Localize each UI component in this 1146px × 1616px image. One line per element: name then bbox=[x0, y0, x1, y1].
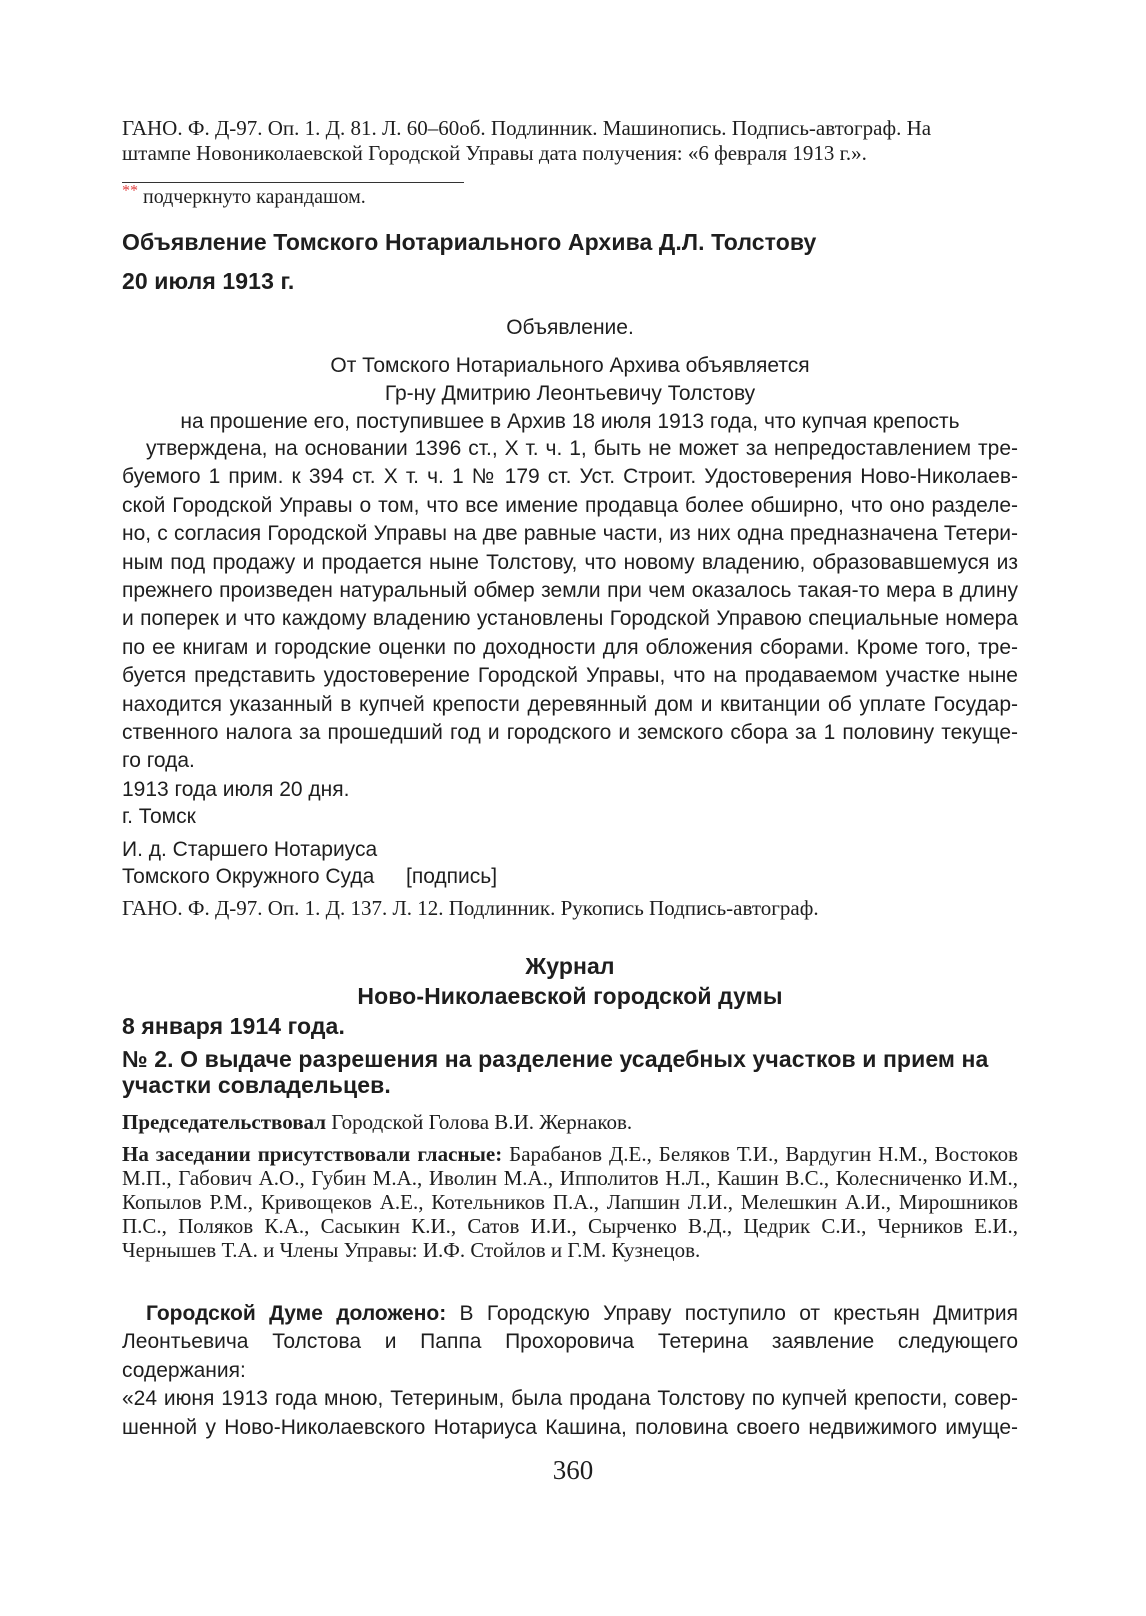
footnote-mark: ** bbox=[122, 182, 138, 200]
footnote bbox=[122, 182, 366, 209]
body-line: и поперек и что каждому владению установлены Городской Управою специальные номера bbox=[122, 607, 1018, 631]
body-line: ской Городской Управы о том, что все имение продавца более обширно, что оно разделе- bbox=[122, 493, 1018, 517]
signature-date: 1913 года июля 20 дня. bbox=[122, 778, 350, 801]
footnote-text: подчеркнуто карандашом. bbox=[143, 186, 366, 208]
body-line: го года. bbox=[122, 749, 195, 773]
present-paragraph bbox=[122, 1142, 1018, 1262]
chair-paragraph bbox=[122, 1110, 1018, 1134]
doc1-source: ГАНО. Ф. Д-97. Оп. 1. Д. 137. Л. 12. Подлинник. Рукопись Подпись-автограф. bbox=[122, 896, 819, 920]
present-label: На заседании присутствовали гласные: bbox=[122, 1142, 503, 1166]
reported-text: В Городскую Управу поступило от крестьян Дмитрия bbox=[459, 1302, 1018, 1325]
announcement-line-b: Гр-ну Дмитрию Леонтьевичу Толстову bbox=[384, 382, 756, 405]
journal-subtitle: Ново-Николаевской городской думы bbox=[357, 983, 783, 1009]
announcement-line-c: на прошение его, поступившее в Архив 18 июля 1913 года, что купчая крепость bbox=[180, 410, 960, 433]
reported-label: Городской Думе доложено: bbox=[146, 1302, 447, 1325]
source-note-line-2: штампе Новониколаевской Городской Управы дата получения: «6 февраля 1913 г.». bbox=[122, 141, 867, 165]
body-line: находится указанный в купчей крепости деревянный дом и квитанции об уплате Государ- bbox=[122, 692, 1018, 716]
announcement-body bbox=[122, 435, 1018, 776]
announcement-line-a: От Томского Нотариального Архива объявляется bbox=[330, 354, 810, 377]
signature-role-1: И. д. Старшего Нотариуса bbox=[122, 838, 378, 861]
reported-line: «24 июня 1913 года мною, Тетериным, была продана Толстову по купчей крепости, совер- bbox=[122, 1387, 1018, 1411]
item-title-line-1: № 2. О выдаче разрешения на разделение усадебных участков и прием на bbox=[122, 1046, 989, 1072]
reported-line: Леонтьевича Толстова и Паппа Прохоровича Тетерина заявление следующего содержания: bbox=[122, 1330, 1018, 1382]
body-line: но, с согласия Городской Управы на две равные части, из них одна предназначена Тетери- bbox=[122, 522, 1018, 546]
body-line: ным под продажу и продается ныне Толстову, что новому владению, образовавшемуся из bbox=[122, 550, 1018, 574]
doc1-title: Объявление Томского Нотариального Архива Д.Л. Толстову bbox=[122, 229, 817, 255]
reported-line-1 bbox=[122, 1300, 1018, 1328]
body-line: по ее книгам и городские оценки по доходности для обложения сборами. Кроме того, тре- bbox=[122, 635, 1018, 659]
footnote-divider bbox=[122, 182, 464, 183]
chair-label: Председательствовал bbox=[122, 1110, 327, 1134]
body-line: ственного налога за прошедший год и городского и земского сбора за 1 половину текуще- bbox=[122, 721, 1018, 745]
item-title-line-2: участки совладельцев. bbox=[122, 1072, 391, 1098]
signature-place: г. Томск bbox=[122, 805, 196, 828]
chair-text: Городской Голова В.И. Жернаков. bbox=[331, 1110, 633, 1134]
reported-line: шенной у Ново-Николаевского Нотариуса Кашина, половина своего недвижимого имуще- bbox=[122, 1415, 1018, 1439]
body-line: прежнего произведен натуральный обмер земли при чем оказалось такая-то мера в длину bbox=[122, 579, 1018, 603]
announcement-heading: Объявление. bbox=[506, 316, 634, 339]
body-line: буется представить удостоверение Городской Управы, что на продаваемом участке ныне bbox=[122, 664, 1018, 688]
journal-title: Журнал bbox=[525, 953, 615, 979]
signature-mark: [подпись] bbox=[406, 865, 498, 888]
body-line: утверждена, на основании 1396 ст., Х т. ч. 1, быть не может за непредоставлением тре- bbox=[146, 437, 1018, 460]
source-note bbox=[122, 116, 1017, 166]
page-number: 360 bbox=[552, 1455, 594, 1485]
journal-date: 8 января 1914 года. bbox=[122, 1013, 345, 1039]
body-line: буемого 1 прим. к 394 ст. Х т. ч. 1 № 179 ст. Уст. Строит. Удостоверения Ново-Николаев- bbox=[122, 465, 1018, 489]
doc1-date: 20 июля 1913 г. bbox=[122, 268, 295, 294]
source-note-line-1: ГАНО. Ф. Д-97. Оп. 1. Д. 81. Л. 60–60об. Подлинник. Машинопись. Подпись-автограф. На bbox=[122, 116, 932, 140]
present-text: Барабанов Д.Е., Беляков Т.И., Вардугин Н.М., Востоков М.П., Габович А.О., Губин М.А., Иволин М.А., Ипполитов Н.Л., Кашин В.С., Колесниченко И.М., Копылов Р.М., Кривощеков А.Е., Котельников П.А., Лапшин Л.И., Мелешкин А.И., Мирошников П.С., Поляков К.А., Сасыкин К.И., Сатов И.И., Сырченко В.Д., Цедрик С.И., Черников Е.И., Чернышев Т.А. и Члены Управы: И.Ф. Стойлов и Г.М. Кузнецов. bbox=[122, 1142, 1018, 1262]
reported-paragraph bbox=[122, 1300, 1018, 1442]
signature-role-2: Томского Окружного Суда bbox=[122, 865, 375, 888]
